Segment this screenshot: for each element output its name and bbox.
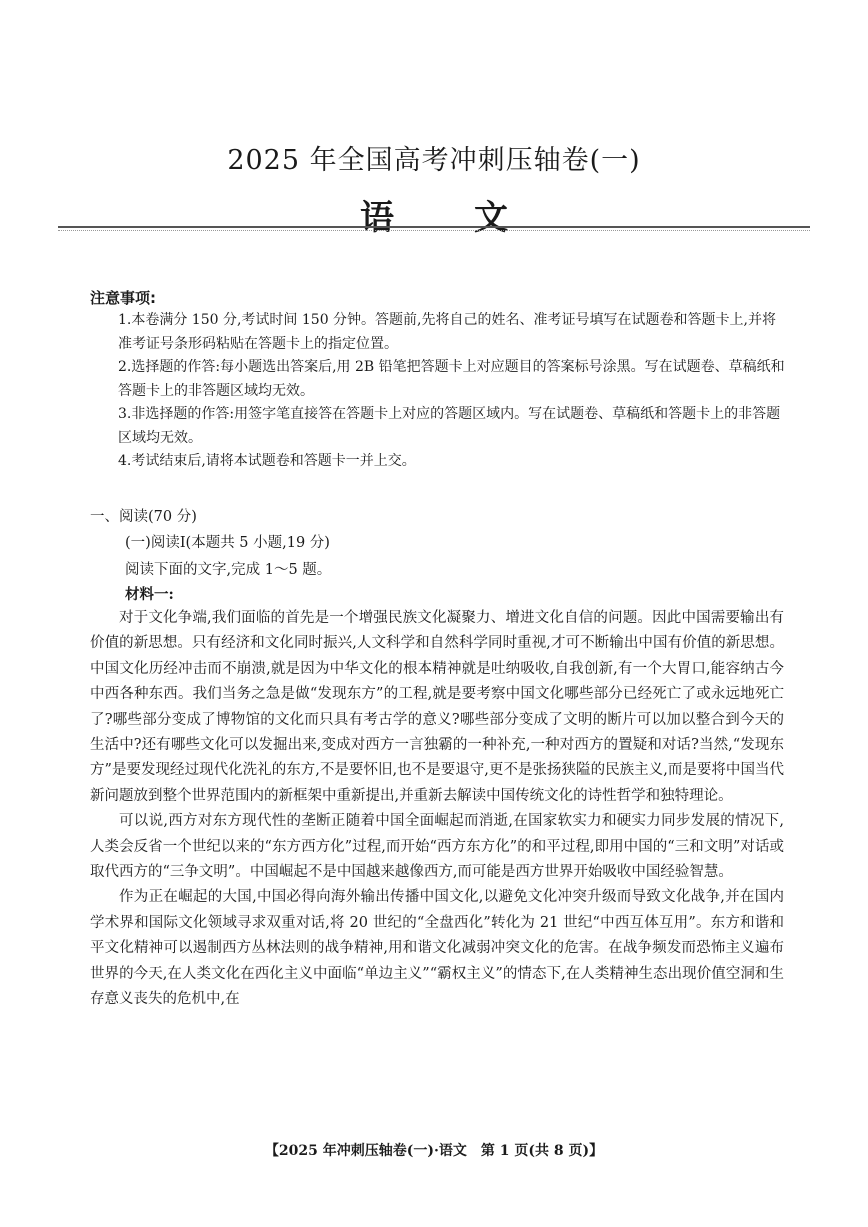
notice-item: 2.选择题的作答:每小题选出答案后,用 2B 铅笔把答题卡上对应题目的答案标号涂黑。写在试题卷、草稿纸和答题卡上的非答题区域均无效。 xyxy=(118,359,785,399)
page-footer: 【2025 年冲刺压轴卷(一)·语文 第 1 页(共 8 页)】 xyxy=(264,1143,604,1159)
section-heading: 一、阅读(70 分) xyxy=(90,509,197,525)
exam-title: 2025 年全国高考冲刺压轴卷(一) xyxy=(227,145,641,176)
paragraph: 对于文化争端,我们面临的首先是一个增强民族文化凝聚力、增进文化自信的问题。因此中国需要输出有价值的新思想。只有经济和文化同时振兴,人文科学和自然科学同时重视,才可不断输出中国有价值的新思想。中国文化历经冲击而不崩溃,就是因为中华文化的根本精神就是吐纳吸收,自我创新,有一个大胃口,能容纳古今中西各种东西。我们当务之急是做“发现东方”的工程,就是要考察中国文化哪些部分已经死亡了或永远地死亡了?哪些部分变成了博物馆的文化而只具有考古学的意义?哪些部分变成了文明的断片可以加以整合到今天的生活中?还有哪些文化可以发掘出来,变成对西方一言独霸的一种补充,一种对西方的置疑和对话?当然,“发现东方”是要发现经过现代化洗礼的东方,不是要怀旧,也不是要退守,更不是张扬狭隘的民族主义,而是要将中国当代新问题放到整个世界范围内的新框架中重新提出,并重新去解读中国传统文化的诗性哲学和独特理论。 xyxy=(90,610,784,804)
notice-list xyxy=(118,309,788,474)
sub-section-heading: (一)阅读Ⅰ(本题共 5 小题,19 分) xyxy=(125,535,330,551)
notice-heading: 注意事项: xyxy=(90,289,156,307)
notice-item: 4.考试结束后,请将本试题卷和答题卡一并上交。 xyxy=(118,453,416,469)
reading-instruction: 阅读下面的文字,完成 1～5 题。 xyxy=(125,562,332,578)
notice-item: 1.本卷满分 150 分,考试时间 150 分钟。答题前,先将自己的姓名、准考证号填写在试题卷和答题卡上,并将准考证号条形码粘贴在答题卡上的指定位置。 xyxy=(118,312,776,352)
material-label: 材料一: xyxy=(125,586,174,603)
notice-item: 3.非选择题的作答:用签字笔直接答在答题卡上对应的答题区域内。写在试题卷、草稿纸和答题卡上的非答题区域均无效。 xyxy=(118,406,781,446)
title-divider xyxy=(58,226,810,228)
material-body xyxy=(90,606,784,1013)
title-divider-dotted xyxy=(58,230,810,231)
paragraph: 可以说,西方对东方现代性的垄断正随着中国全面崛起而消逝,在国家软实力和硬实力同步发展的情况下,人类会反省一个世纪以来的“东方西方化”过程,而开始“西方东方化”的和平过程,即用中国的“三和文明”对话或取代西方的“三争文明”。中国崛起不是中国越来越像西方,而可能是西方世界开始吸收中国经验智慧。 xyxy=(90,813,784,881)
paragraph: 作为正在崛起的大国,中国必得向海外输出传播中国文化,以避免文化冲突升级而导致文化战争,并在国内学术界和国际文化领域寻求双重对话,将 20 世纪的“全盘西化”转化为 21 世纪“中西互体互用”。东方和谐和平文化精神可以遏制西方丛林法则的战争精神,用和谐文化减弱冲突文化的危害。在战争频发而恐怖主义遍布世界的今天,在人类文化在西化主义中面临“单边主义”“霸权主义”的情态下,在人类精神生态出现价值空洞和生存意义丧失的危机中,在 xyxy=(90,889,784,1008)
subject-title: 语文 xyxy=(360,198,588,238)
